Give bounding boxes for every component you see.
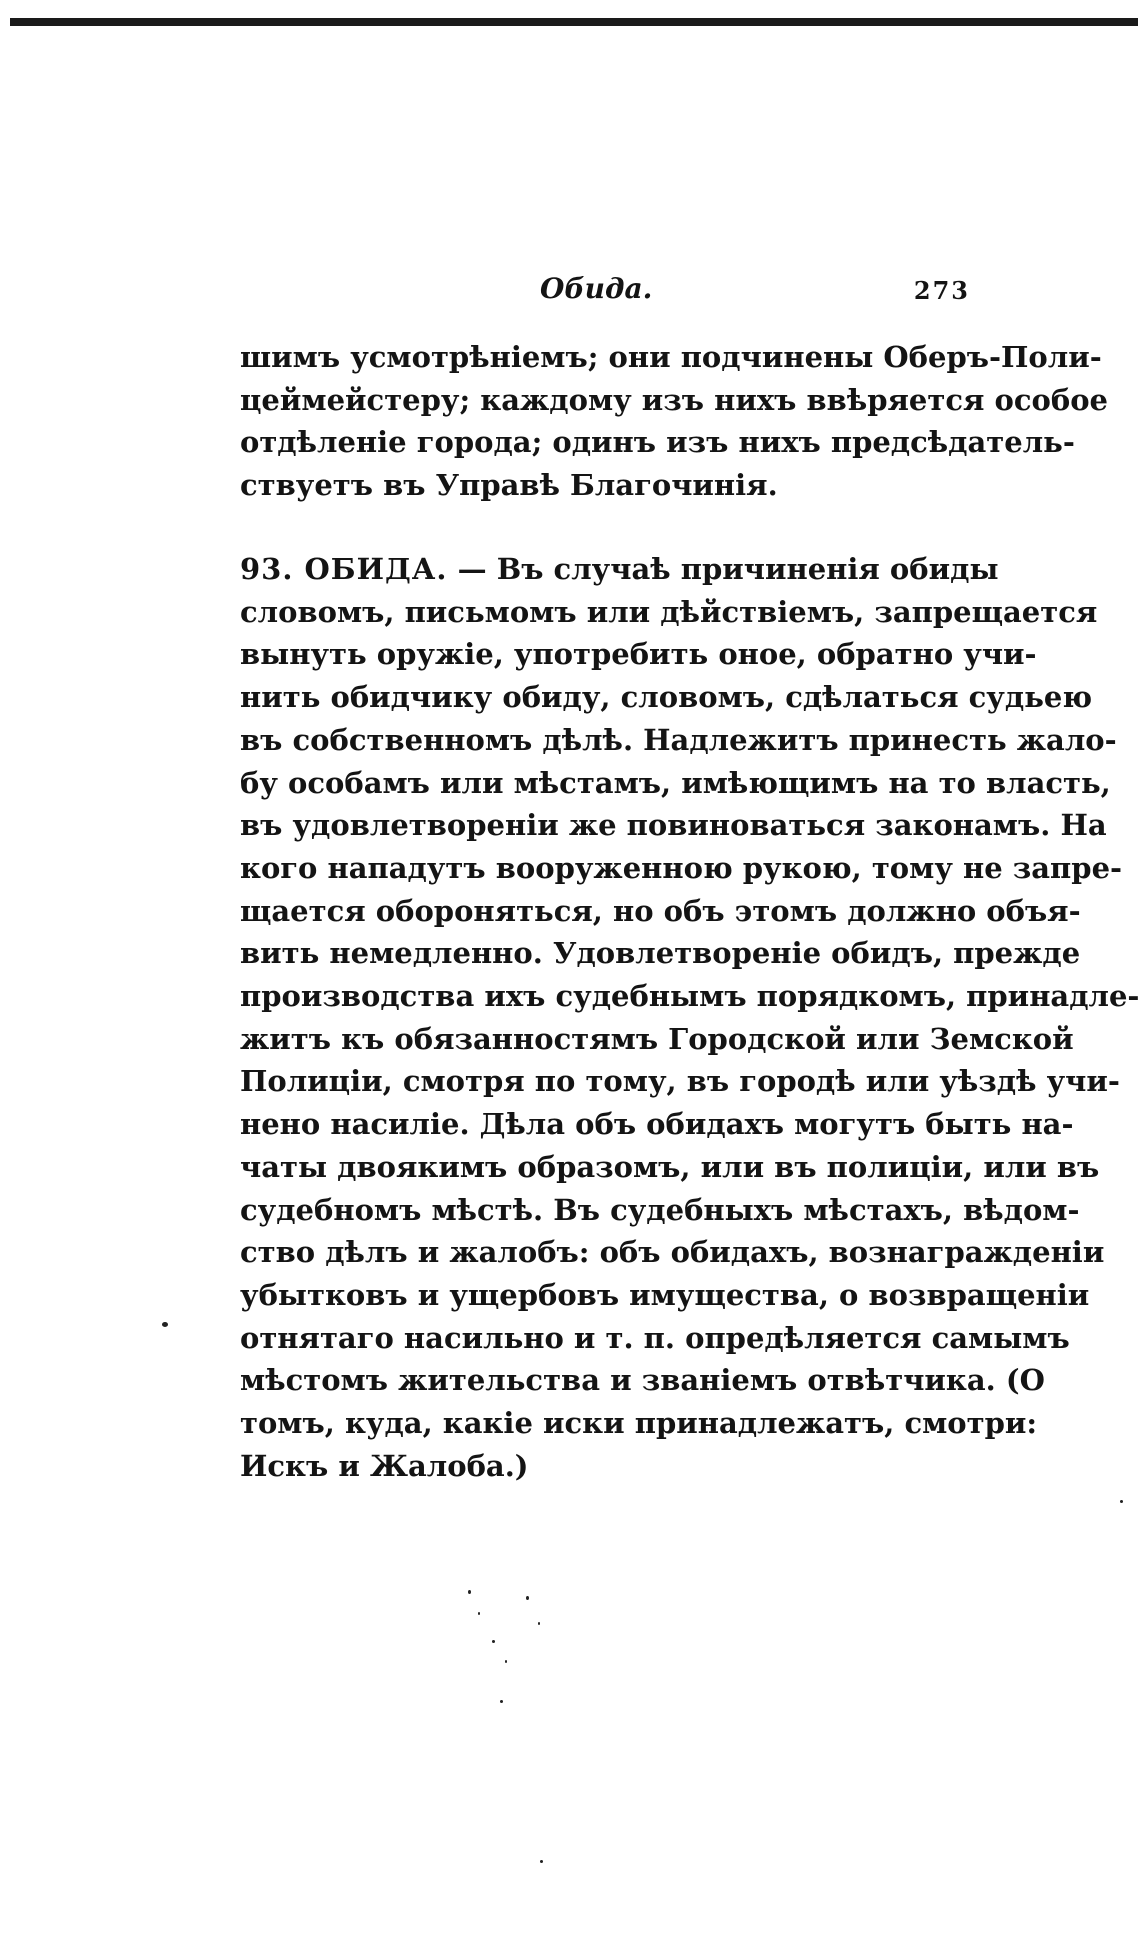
text-line: житъ къ обязанностямъ Городской или Земской xyxy=(240,1021,1074,1056)
print-speck xyxy=(468,1590,471,1594)
text-line: цеймейстеру; каждому изъ нихъ ввѣряется особое xyxy=(240,382,1108,417)
text-line: словомъ, письмомъ или дѣйствіемъ, запрещается xyxy=(240,594,1098,629)
text-line: нено насиліе. Дѣла объ обидахъ могутъ быть на- xyxy=(240,1107,1074,1142)
text-line: кого нападутъ вооруженною рукою, тому не запре- xyxy=(240,850,1123,885)
text-line: Полиціи, смотря по тому, въ городѣ или уѣздѣ учи- xyxy=(240,1064,1120,1099)
running-head xyxy=(240,272,970,312)
print-speck xyxy=(1120,1500,1123,1503)
text-line: убытковъ и ущербовъ имущества, о возвращеніи xyxy=(240,1277,1090,1312)
text-line: отдѣленіе города; одинъ изъ нихъ предсѣдатель- xyxy=(240,425,1075,460)
print-speck xyxy=(500,1700,503,1703)
entry-paragraph xyxy=(240,548,1140,1487)
text-line: вынуть оружіе, употребить оное, обратно учи- xyxy=(240,637,1037,672)
text-line: отнятаго насильно и т. п. опредѣляется самымъ xyxy=(240,1320,1070,1355)
continuation-paragraph xyxy=(240,336,1108,507)
print-speck xyxy=(540,1860,543,1863)
text-line: въ удовлетвореніи же повиноваться законамъ. На xyxy=(240,808,1107,843)
print-speck xyxy=(492,1640,495,1643)
running-head-title: Обида. xyxy=(540,272,653,305)
print-speck xyxy=(478,1612,480,1615)
entry-heading: 93. ОБИДА. xyxy=(240,552,448,586)
text-line: въ собственномъ дѣлѣ. Надлежитъ принесть жало- xyxy=(240,722,1117,757)
text-line: судебномъ мѣстѣ. Въ судебныхъ мѣстахъ, вѣдом- xyxy=(240,1192,1080,1227)
entry-first-line xyxy=(240,548,999,591)
print-speck xyxy=(526,1596,529,1600)
text-line: вить немедленно. Удовлетвореніе обидъ, прежде xyxy=(240,936,1081,971)
text-line: Искъ и Жалоба.) xyxy=(240,1448,529,1483)
page-number: 273 xyxy=(913,276,970,305)
text-line: ствуетъ въ Управѣ Благочинія. xyxy=(240,468,778,503)
entry-first-line-text: — Въ случаѣ причиненія обиды xyxy=(457,552,999,586)
text-line: шимъ усмотрѣніемъ; они подчинены Оберъ-Поли- xyxy=(240,340,1102,374)
print-speck xyxy=(538,1622,540,1625)
text-line: щается обороняться, но объ этомъ должно объя- xyxy=(240,893,1081,928)
page-top-edge-rule xyxy=(10,18,1138,26)
text-line: бу особамъ или мѣстамъ, имѣющимъ на то власть, xyxy=(240,765,1111,800)
text-line: нить обидчику обиду, словомъ, сдѣлаться судьею xyxy=(240,680,1093,715)
text-line: чаты двоякимъ образомъ, или въ полиціи, или въ xyxy=(240,1149,1100,1184)
text-line: мѣстомъ жительства и званіемъ отвѣтчика. (О xyxy=(240,1363,1045,1398)
text-line: томъ, куда, какіе иски принадлежатъ, смотри: xyxy=(240,1406,1038,1441)
text-line: ство дѣлъ и жалобъ: объ обидахъ, вознагражденіи xyxy=(240,1235,1105,1270)
print-speck xyxy=(162,1322,168,1327)
text-line: производства ихъ судебнымъ порядкомъ, принадле- xyxy=(240,979,1140,1014)
print-speck xyxy=(505,1660,507,1663)
